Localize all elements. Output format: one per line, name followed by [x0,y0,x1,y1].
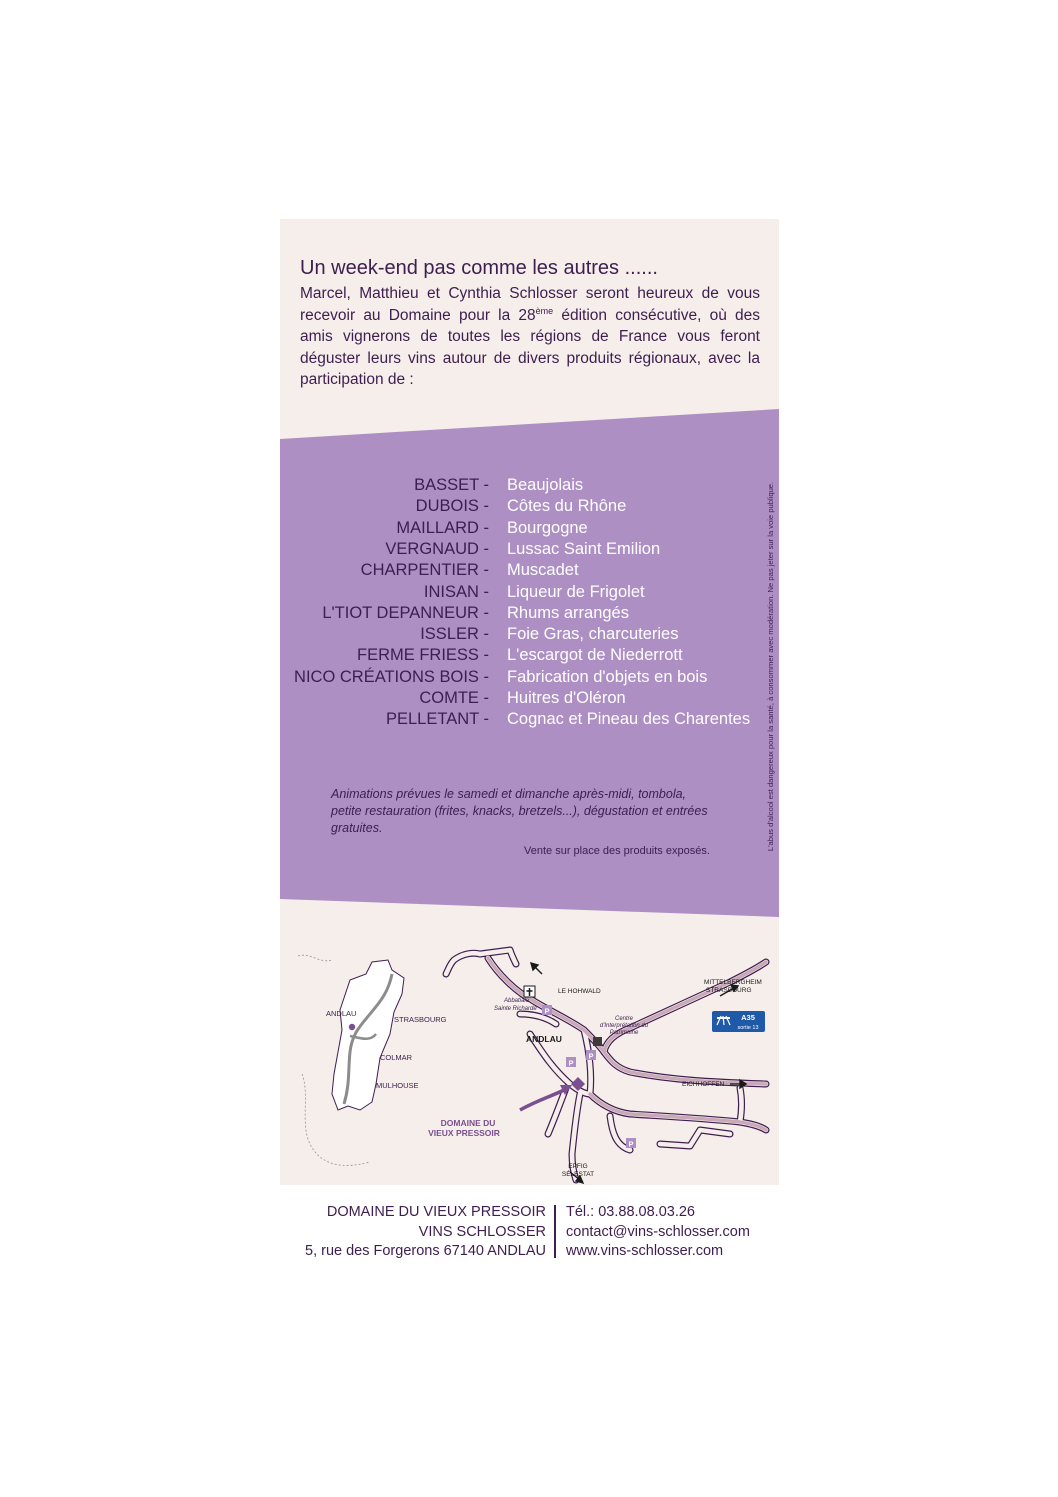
flyer [280,219,779,1185]
intro-title: Un week-end pas comme les autres ...... [300,257,658,279]
exhibitor-row: L'TIOT DEPANNEUR - Rhums arrangés [322,603,629,622]
label-centre-3: Patrimoine [609,1030,639,1036]
label-centre-2: d'Interprétation du [599,1023,649,1029]
footer-web[interactable]: www.vins-schlosser.com [566,1243,724,1259]
label-sortie: sortie 13 [737,1025,759,1031]
exhibitor-row: INISAN - Liqueur de Frigolet [423,582,645,601]
legal-warning: L'abus d'alcool est dangereux pour la santé, à consommer avec modération. Ne pas jeter sur la voie publique. [766,481,775,852]
intro-text: Marcel, Matthieu et Cynthia Schlosser seront heureux de vous recevoir au Domaine pour la 28ème édition consécutive, où des amis vignerons de toutes les régions de France vous feront déguster leurs vins autour de divers produits régionaux, avec la participation de : [300,285,760,388]
exhibitor-row: NICO CRÉATIONS BOIS - Fabrication d'objets en bois [294,667,708,686]
label-a35: A35 [741,1013,755,1022]
footer-contact [566,1203,750,1262]
label-domaine-1: DOMAINE DU [440,1118,496,1128]
access-map [280,934,779,1185]
exhibitor-row: MAILLARD - Bourgogne [396,518,588,537]
exhibitor-row: COMTE - Huitres d'Oléron [419,689,626,707]
label-mittelbergheim: MITTELBERGHEIM [704,979,762,986]
exhibitor-row: BASSET - Beaujolais [414,476,584,494]
exhibitor-row: ISSLER - Foie Gras, charcuteries [420,625,679,644]
parking-label: P [568,1058,574,1068]
vente-note: Vente sur place des produits exposés. [524,845,710,857]
label-andlau: ANDLAU [526,1034,562,1044]
cross-icon [524,986,535,997]
parking-label: P [628,1139,634,1149]
label-abbatiale-2: Sainte Richarde [494,1006,537,1012]
exhibitor-row: PELLETANT - Cognac et Pineau des Charentes [385,710,751,729]
label-andlau-region: ANDLAU [326,1009,357,1018]
label-selestat: SÉLESTAT [561,1171,595,1178]
footer-address-line: 5, rue des Forgerons 67140 ANDLAU [305,1243,546,1259]
footer-divider [554,1205,556,1258]
parking-label: P [544,1006,550,1016]
label-mulhouse: MULHOUSE [376,1081,419,1090]
exhibitor-row: VERGNAUD - Lussac Saint Emilion [385,539,661,558]
label-strasbourg: STRASBOURG [706,987,752,994]
footer-name-1: DOMAINE DU VIEUX PRESSOIR [326,1204,546,1220]
footer-tel: Tél.: 03.88.08.03.26 [566,1204,695,1220]
label-colmar: COLMAR [380,1053,413,1062]
label-centre-1: Centre [614,1016,634,1022]
label-le-hohwald: LE HOHWALD [558,988,601,995]
footer-name-2: VINS SCHLOSSER [418,1223,546,1240]
label-eichhoffen: EICHHOFFEN [682,1081,725,1088]
footer-email[interactable]: contact@vins-schlosser.com [566,1223,750,1240]
centre-building-icon [593,1037,602,1046]
exhibitor-row: FERME FRIESS - L'escargot de Niederrott [356,646,683,665]
superscript-ordinal: ème [535,305,554,316]
exhibitor-row: CHARPENTIER - Muscadet [360,561,579,580]
label-abbatiale-1: Abbatiale [504,998,530,1004]
exhibitor-row: DUBOIS - Côtes du Rhône [415,497,627,516]
parking-label: P [588,1051,594,1061]
label-domaine-2: VIEUX PRESSOIR [428,1128,500,1138]
label-strasbourg-region: STRASBOURG [394,1015,447,1024]
animations-note: Animations prévues le samedi et dimanche après-midi, tombola, petite restauration (frites, knacks, bretzels...), dégustation et entrées gratuites. [331,787,708,835]
label-epfig: EPFIG [568,1163,588,1170]
footer-address [280,1203,546,1262]
